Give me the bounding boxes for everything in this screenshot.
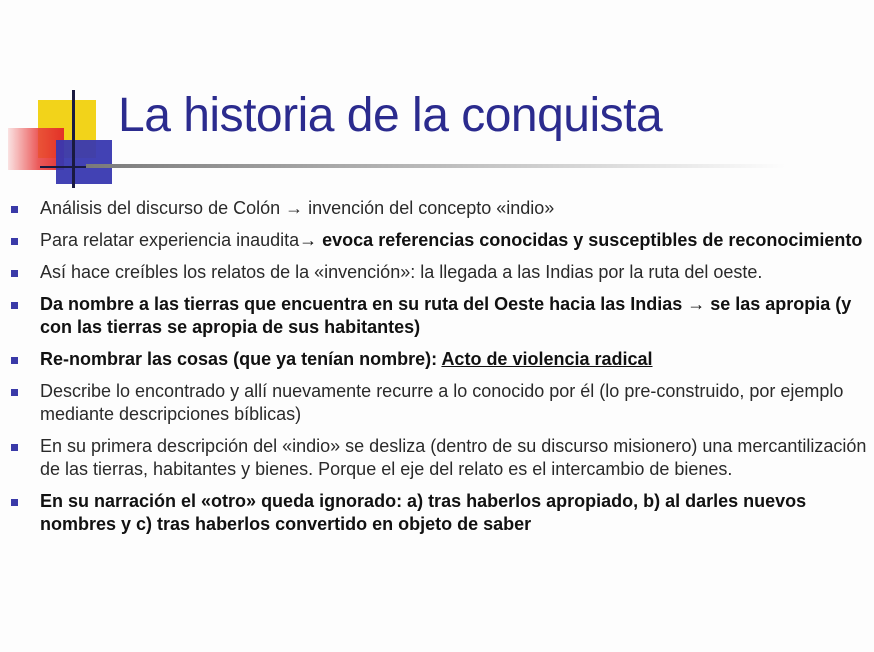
bullet-list [0,197,874,545]
bullet-icon [11,444,18,451]
list-item [0,348,874,371]
list-item [0,435,874,481]
list-item [0,490,874,536]
bullet-icon [11,238,18,245]
logo-vertical-line [72,90,75,188]
item-text: Para relatar experiencia inaudita [40,230,300,250]
bullet-icon [11,389,18,396]
item-text: Re-nombrar las cosas (que ya tenían nombre): [40,349,442,369]
bullet-icon [11,499,18,506]
bullet-icon [11,206,18,213]
item-text: Describe lo encontrado y allí nuevamente recurre a lo conocido por él (lo pre-construido, por ejemplo mediante descripciones bíblicas) [40,381,844,424]
slide-title: La historia de la conquista [118,89,663,142]
item-text: En su narración el «otro» queda ignorado: a) tras haberlos apropiado, b) al darles nuevos nombres y c) tras haberlos convertido en objeto de saber [40,491,807,534]
item-text: Así hace creíbles los relatos de la «invención»: la llegada a las Indias por la ruta del oeste. [40,262,763,282]
bullet-icon [11,357,18,364]
list-item [0,380,874,426]
list-item [0,293,874,339]
bullet-icon [11,302,18,309]
list-item [0,261,874,284]
list-item [0,229,874,252]
item-text: Análisis del discurso de Colón → invención del concepto «indio» [40,198,555,218]
item-text: En su primera descripción del «indio» se desliza (dentro de su discurso misionero) una mercantilización de las tierras, habitantes y bienes. Porque el eje del relato es el intercambio de bienes. [40,436,867,479]
item-underlined-text: Acto de violencia radical [441,349,653,369]
title-underline [86,164,786,168]
item-text: Da nombre a las tierras que encuentra en su ruta del Oeste hacia las Indias → se las apropia (y con las tierras se apropia de sus habitantes) [40,294,852,337]
logo-blue-square [56,140,112,184]
list-item [0,197,874,220]
arrow-icon: → [299,230,318,250]
bullet-icon [11,270,18,277]
item-bold-text: evoca referencias conocidas y susceptibles de reconocimiento [317,230,863,250]
